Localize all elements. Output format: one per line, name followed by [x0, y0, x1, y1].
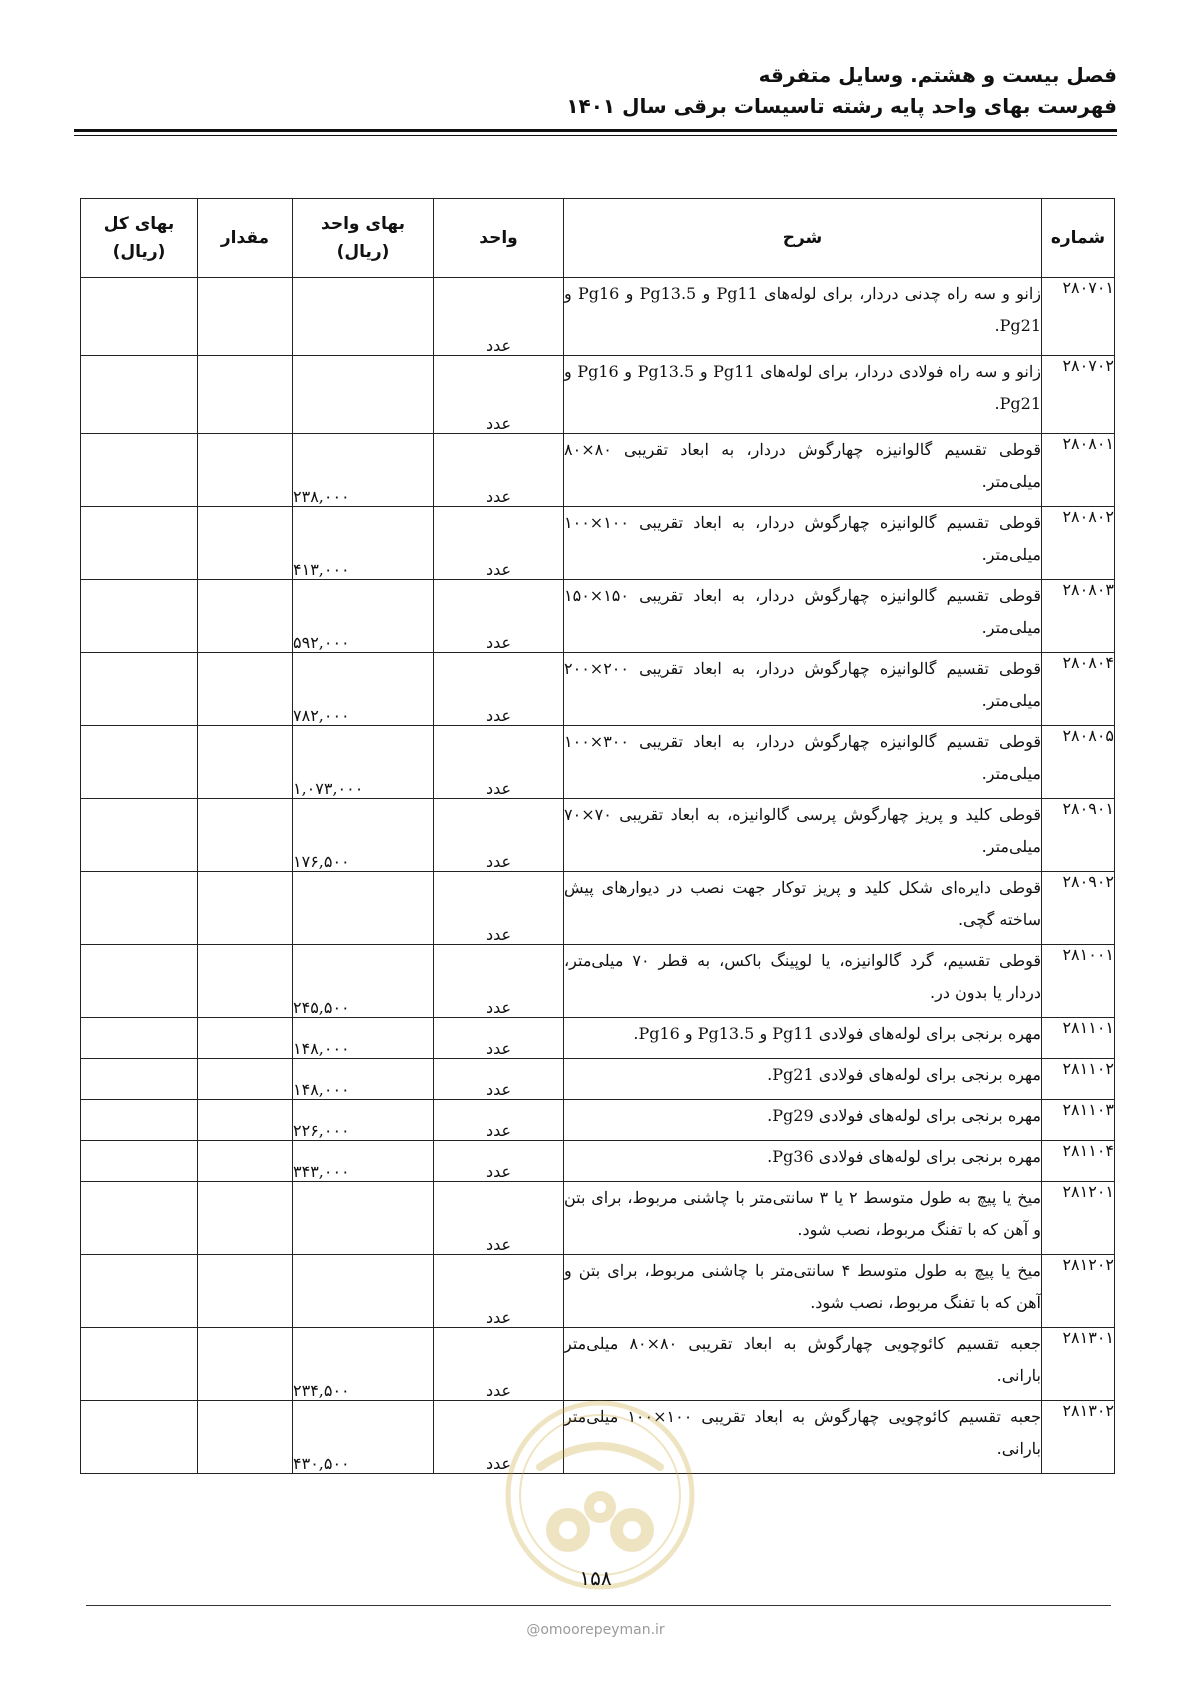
table-row [81, 945, 1115, 1018]
item-description: قوطی دایره‌ای شکل کلید و پریز توکار جهت نصب در دیوارهای پیش ساخته گچی. [564, 872, 1042, 945]
item-total-price [81, 945, 198, 1018]
item-unit-price: ۱,۰۷۳,۰۰۰ [293, 726, 434, 799]
price-table [80, 198, 1115, 1474]
item-description: زانو و سه راه فولادی دردار، برای لوله‌های Pg11 و Pg13.5 و Pg16 و Pg21. [564, 356, 1042, 434]
document-subtitle: فهرست بهای واحد پایه رشته تاسیسات برقی سال ۱۴۰۱ [566, 94, 1117, 118]
item-unit: عدد [434, 945, 564, 1018]
item-unit-price [293, 356, 434, 434]
item-unit: عدد [434, 726, 564, 799]
item-total-price [81, 434, 198, 507]
header-quantity: مقدار [198, 199, 293, 278]
item-code: ۲۸۱۱۰۴ [1042, 1141, 1115, 1182]
item-total-price [81, 580, 198, 653]
item-total-price [81, 726, 198, 799]
item-quantity [198, 945, 293, 1018]
item-quantity [198, 799, 293, 872]
item-unit-price: ۲۳۸,۰۰۰ [293, 434, 434, 507]
item-quantity [198, 356, 293, 434]
item-total-price [81, 356, 198, 434]
item-unit-price [293, 278, 434, 356]
item-unit: عدد [434, 653, 564, 726]
item-quantity [198, 1100, 293, 1141]
item-code: ۲۸۰۸۰۳ [1042, 580, 1115, 653]
item-quantity [198, 1182, 293, 1255]
item-code: ۲۸۰۹۰۲ [1042, 872, 1115, 945]
table-row [81, 1328, 1115, 1401]
item-unit: عدد [434, 507, 564, 580]
header-code: شماره [1042, 199, 1115, 278]
item-unit: عدد [434, 872, 564, 945]
item-description: جعبه تقسیم کائوچویی چهارگوش به ابعاد تقریبی ۱۰۰×۱۰۰ میلی‌متر بارانی. [564, 1401, 1042, 1474]
item-unit-price: ۴۱۳,۰۰۰ [293, 507, 434, 580]
header-unit-price [293, 199, 434, 278]
item-total-price [81, 1018, 198, 1059]
item-description: جعبه تقسیم کائوچویی چهارگوش به ابعاد تقریبی ۸۰×۸۰ میلی‌متر بارانی. [564, 1328, 1042, 1401]
item-code: ۲۸۰۸۰۲ [1042, 507, 1115, 580]
table-row [81, 580, 1115, 653]
item-description: قوطی تقسیم گالوانیزه چهارگوش دردار، به ابعاد تقریبی ۲۰۰×۲۰۰ میلی‌متر. [564, 653, 1042, 726]
item-quantity [198, 580, 293, 653]
item-unit-price: ۷۸۲,۰۰۰ [293, 653, 434, 726]
item-code: ۲۸۰۸۰۴ [1042, 653, 1115, 726]
item-total-price [81, 278, 198, 356]
item-description: قوطی تقسیم گالوانیزه چهارگوش دردار، به ابعاد تقریبی ۱۰۰×۱۰۰ میلی‌متر. [564, 507, 1042, 580]
table-row [81, 434, 1115, 507]
item-unit-price [293, 1255, 434, 1328]
item-total-price [81, 799, 198, 872]
item-total-price [81, 872, 198, 945]
item-quantity [198, 278, 293, 356]
table-row [81, 278, 1115, 356]
table-row [81, 726, 1115, 799]
item-code: ۲۸۱۱۰۱ [1042, 1018, 1115, 1059]
item-quantity [198, 1059, 293, 1100]
table-row [81, 1100, 1115, 1141]
item-unit: عدد [434, 580, 564, 653]
item-total-price [81, 1401, 198, 1474]
item-description: قوطی تقسیم گالوانیزه چهارگوش دردار، به ابعاد تقریبی ۱۵۰×۱۵۰ میلی‌متر. [564, 580, 1042, 653]
item-description: قوطی کلید و پریز چهارگوش پرسی گالوانیزه، به ابعاد تقریبی ۷۰×۷۰ میلی‌متر. [564, 799, 1042, 872]
item-unit: عدد [434, 1100, 564, 1141]
item-description: مهره برنجی برای لوله‌های فولادی Pg36. [564, 1141, 1042, 1182]
item-description: قوطی تقسیم گالوانیزه چهارگوش دردار، به ابعاد تقریبی ۳۰۰×۱۰۰ میلی‌متر. [564, 726, 1042, 799]
item-unit-price: ۱۴۸,۰۰۰ [293, 1018, 434, 1059]
table-row [81, 1141, 1115, 1182]
item-description: مهره برنجی برای لوله‌های فولادی Pg11 و Pg13.5 و Pg16. [564, 1018, 1042, 1059]
item-unit-price: ۲۲۶,۰۰۰ [293, 1100, 434, 1141]
item-code: ۲۸۰۸۰۱ [1042, 434, 1115, 507]
item-description: میخ یا پیچ به طول متوسط ۴ سانتی‌متر با چاشنی مربوط، برای بتن و آهن که با تفنگ مربوط، نصب شود. [564, 1255, 1042, 1328]
item-quantity [198, 1018, 293, 1059]
table-row [81, 1059, 1115, 1100]
item-quantity [198, 726, 293, 799]
item-code: ۲۸۱۰۰۱ [1042, 945, 1115, 1018]
item-unit: عدد [434, 799, 564, 872]
item-unit: عدد [434, 1059, 564, 1100]
table-row [81, 1401, 1115, 1474]
item-unit: عدد [434, 434, 564, 507]
table-row [81, 1018, 1115, 1059]
header-rule-thick [74, 129, 1117, 132]
item-total-price [81, 1141, 198, 1182]
item-description: مهره برنجی برای لوله‌های فولادی Pg21. [564, 1059, 1042, 1100]
table-row [81, 1255, 1115, 1328]
item-quantity [198, 507, 293, 580]
table-body [81, 278, 1115, 1474]
table-header-row [81, 199, 1115, 278]
item-total-price [81, 1182, 198, 1255]
page-number: ۱۵۸ [579, 1566, 612, 1590]
item-code: ۲۸۱۱۰۲ [1042, 1059, 1115, 1100]
item-unit: عدد [434, 278, 564, 356]
item-description: قوطی تقسیم، گرد گالوانیزه، یا لوپینگ باکس، به قطر ۷۰ میلی‌متر، دردار یا بدون در. [564, 945, 1042, 1018]
header-unit-price-line2: (ریال) [336, 242, 390, 262]
item-unit-price: ۲۴۵,۵۰۰ [293, 945, 434, 1018]
table-row [81, 1182, 1115, 1255]
item-code: ۲۸۰۷۰۱ [1042, 278, 1115, 356]
page-header [74, 60, 1117, 122]
item-unit: عدد [434, 1018, 564, 1059]
header-description: شرح [564, 199, 1042, 278]
item-quantity [198, 1255, 293, 1328]
item-unit: عدد [434, 1255, 564, 1328]
footer-rule [86, 1605, 1111, 1606]
item-unit: عدد [434, 1141, 564, 1182]
item-code: ۲۸۱۳۰۲ [1042, 1401, 1115, 1474]
item-unit-price: ۴۳۰,۵۰۰ [293, 1401, 434, 1474]
chapter-title: فصل بیست و هشتم. وسایل متفرقه [758, 63, 1117, 87]
item-unit: عدد [434, 356, 564, 434]
table-row [81, 507, 1115, 580]
item-unit: عدد [434, 1328, 564, 1401]
item-total-price [81, 1059, 198, 1100]
item-code: ۲۸۰۹۰۱ [1042, 799, 1115, 872]
item-description: زانو و سه راه چدنی دردار، برای لوله‌های Pg11 و Pg13.5 و Pg16 و Pg21. [564, 278, 1042, 356]
item-unit-price: ۵۹۲,۰۰۰ [293, 580, 434, 653]
item-unit: عدد [434, 1401, 564, 1474]
item-code: ۲۸۱۲۰۱ [1042, 1182, 1115, 1255]
item-code: ۲۸۱۳۰۱ [1042, 1328, 1115, 1401]
item-total-price [81, 653, 198, 726]
item-code: ۲۸۱۱۰۳ [1042, 1100, 1115, 1141]
header-unit: واحد [434, 199, 564, 278]
item-unit-price: ۲۳۴,۵۰۰ [293, 1328, 434, 1401]
item-quantity [198, 872, 293, 945]
item-description: میخ یا پیچ به طول متوسط ۲ یا ۳ سانتی‌متر با چاشنی مربوط، برای بتن و آهن که با تفنگ مربوط، نصب شود. [564, 1182, 1042, 1255]
item-quantity [198, 653, 293, 726]
item-total-price [81, 507, 198, 580]
item-total-price [81, 1100, 198, 1141]
item-code: ۲۸۰۷۰۲ [1042, 356, 1115, 434]
header-total-price: بهای کل (ریال) [81, 199, 198, 278]
table-row [81, 356, 1115, 434]
item-total-price [81, 1328, 198, 1401]
header-unit-price-line1: بهای واحد [321, 214, 405, 234]
website-watermark: @omoorepeyman.ir [526, 1622, 665, 1638]
header-rule-thin [74, 135, 1117, 136]
item-unit-price: ۱۴۸,۰۰۰ [293, 1059, 434, 1100]
item-quantity [198, 1401, 293, 1474]
item-description: قوطی تقسیم گالوانیزه چهارگوش دردار، به ابعاد تقریبی ۸۰×۸۰ میلی‌متر. [564, 434, 1042, 507]
item-quantity [198, 1328, 293, 1401]
table-row [81, 653, 1115, 726]
item-total-price [81, 1255, 198, 1328]
item-code: ۲۸۰۸۰۵ [1042, 726, 1115, 799]
table-row [81, 799, 1115, 872]
item-description: مهره برنجی برای لوله‌های فولادی Pg29. [564, 1100, 1042, 1141]
item-quantity [198, 1141, 293, 1182]
item-unit-price [293, 1182, 434, 1255]
item-unit-price [293, 872, 434, 945]
item-code: ۲۸۱۲۰۲ [1042, 1255, 1115, 1328]
item-unit-price: ۱۷۶,۵۰۰ [293, 799, 434, 872]
item-unit-price: ۳۴۳,۰۰۰ [293, 1141, 434, 1182]
item-quantity [198, 434, 293, 507]
table-row [81, 872, 1115, 945]
item-unit: عدد [434, 1182, 564, 1255]
